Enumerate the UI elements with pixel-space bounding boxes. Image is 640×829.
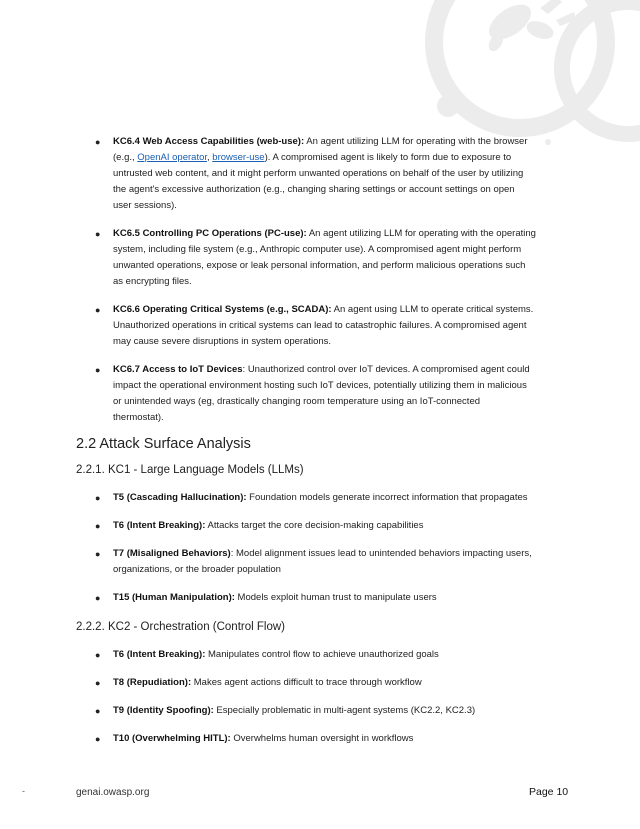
item-text: Foundation models generate incorrect information that propagates	[246, 492, 528, 503]
item-line	[113, 198, 565, 214]
item-text: An agent using LLM to operate critical systems.	[331, 304, 534, 315]
item-line	[113, 242, 565, 258]
item-text: ). A compromised agent is likely to form due to exposure to	[264, 152, 512, 163]
item-line	[113, 562, 565, 578]
item-text: thermostat).	[113, 412, 164, 423]
item-line	[113, 518, 565, 534]
item-text: Especially problematic in multi-agent systems (KC2.2, KC2.3)	[213, 705, 476, 716]
item-line	[113, 302, 565, 318]
item-line	[113, 647, 565, 663]
item-label: T5 (Cascading Hallucination):	[113, 492, 247, 503]
item-line	[113, 394, 565, 410]
bullet-icon: ●	[95, 493, 101, 503]
kc2-heading: 2.2.2. KC2 - Orchestration (Control Flow)	[76, 621, 285, 633]
item-label: T9 (Identity Spoofing):	[113, 705, 214, 716]
item-label: T6 (Intent Breaking):	[113, 649, 206, 660]
item-text: Unauthorized operations in critical systems can lead to catastrophic failures. A compromised agent	[113, 320, 527, 331]
item-text: untrusted web content, and it might perform unwanted operations on behalf of the user by utilizing	[113, 168, 524, 179]
item-line	[113, 590, 565, 606]
item-line	[113, 334, 565, 350]
bullet-icon: ●	[95, 305, 101, 315]
bullet-icon: ●	[95, 229, 101, 239]
item-label: KC6.4 Web Access Capabilities (web-use):	[113, 136, 305, 147]
item-label: T10 (Overwhelming HITL):	[113, 733, 231, 744]
item-line	[113, 150, 565, 166]
bullet-icon: ●	[95, 137, 101, 147]
section-heading: 2.2 Attack Surface Analysis	[76, 436, 251, 452]
item-text: Attacks target the core decision-making capabilities	[205, 520, 424, 531]
item-text: Models exploit human trust to manipulate users	[234, 592, 437, 603]
inline-link[interactable]: OpenAI operator	[137, 152, 208, 163]
bullet-icon: ●	[95, 706, 101, 716]
item-label: T7 (Misaligned Behaviors)	[113, 548, 231, 559]
item-label: KC6.6 Operating Critical Systems (e.g., SCADA):	[113, 304, 332, 315]
bullet-icon: ●	[95, 365, 101, 375]
item-line	[113, 134, 565, 150]
item-line	[113, 182, 565, 198]
bullet-icon: ●	[95, 521, 101, 531]
item-label: KC6.7 Access to IoT Devices	[113, 364, 243, 375]
item-label: T6 (Intent Breaking):	[113, 520, 206, 531]
item-text: An agent utilizing LLM for operating with the operating	[306, 228, 536, 239]
item-text: or unintended ways (eg, drastically changing room temperature using an IoT-connected	[113, 396, 481, 407]
item-line	[113, 258, 565, 274]
inline-link[interactable]: browser-use	[212, 152, 265, 163]
item-line	[113, 274, 565, 290]
item-line	[113, 410, 565, 426]
bullet-icon: ●	[95, 678, 101, 688]
item-label: KC6.5 Controlling PC Operations (PC-use):	[113, 228, 307, 239]
item-text: (e.g.,	[113, 152, 138, 163]
item-text: as encrypting files.	[113, 276, 192, 287]
owasp-wasp-logo-icon	[483, 0, 576, 54]
item-text: Manipulates control flow to achieve unauthorized goals	[205, 649, 439, 660]
bullet-icon: ●	[95, 593, 101, 603]
item-line	[113, 362, 565, 378]
footer-dash: -	[22, 786, 25, 796]
item-label: T8 (Repudiation):	[113, 677, 192, 688]
bullet-icon: ●	[95, 549, 101, 559]
item-line	[113, 318, 565, 334]
item-text: Makes agent actions difficult to trace through workflow	[191, 677, 422, 688]
kc1-heading: 2.2.1. KC1 - Large Language Models (LLMs)	[76, 464, 304, 476]
item-line	[113, 378, 565, 394]
item-line	[113, 546, 565, 562]
item-text: the agent's excessive authorization (e.g., changing sharing settings or account settings on open	[113, 184, 515, 195]
item-text: unwanted operations, expose or leak personal information, and perform malicious operations such	[113, 260, 526, 271]
item-text: : Model alignment issues lead to unintended behaviors impacting users,	[230, 548, 532, 559]
footer-site: genai.owasp.org	[76, 787, 150, 798]
item-text: user sessions).	[113, 200, 177, 211]
item-text: ,	[207, 152, 213, 163]
item-line	[113, 675, 565, 691]
item-label: T15 (Human Manipulation):	[113, 592, 235, 603]
page-number: Page 10	[529, 786, 569, 798]
item-text: organizations, or the broader population	[113, 564, 281, 575]
bullet-icon: ●	[95, 734, 101, 744]
item-text: may cause severe disruptions in system operations.	[113, 336, 332, 347]
item-line	[113, 490, 565, 506]
item-line	[113, 166, 565, 182]
bullet-icon: ●	[95, 650, 101, 660]
item-line	[113, 703, 565, 719]
item-text: : Unauthorized control over IoT devices. A compromised agent could	[242, 364, 530, 375]
item-line	[113, 226, 565, 242]
item-text: system, including file system (e.g., Anthropic computer use). A compromised agent might perform	[113, 244, 522, 255]
item-line	[113, 731, 565, 747]
item-text: An agent utilizing LLM for operating with the browser	[304, 136, 528, 147]
item-text: Overwhelms human oversight in workflows	[230, 733, 414, 744]
item-text: impact the operational environment hosting such IoT devices, potentially utilizing them in malicious	[113, 380, 527, 391]
